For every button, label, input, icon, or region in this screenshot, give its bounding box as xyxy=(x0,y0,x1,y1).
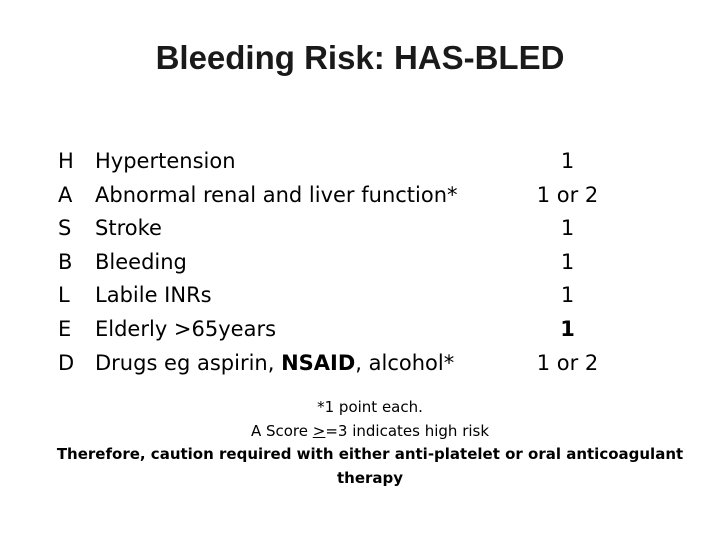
row-description-emphasis: NSAID xyxy=(281,350,356,375)
footnote xyxy=(40,396,700,490)
table-row xyxy=(0,246,720,280)
table-row xyxy=(0,145,720,179)
footnote-line-2 xyxy=(40,420,700,444)
row-score: 1 xyxy=(560,249,575,274)
footnote-text: =3 indicates high risk xyxy=(325,421,490,440)
row-score: 1 xyxy=(560,316,575,341)
row-description: Labile INRs xyxy=(95,283,212,308)
footnote-text: A Score xyxy=(250,421,313,440)
table-row xyxy=(0,347,720,381)
row-letter: L xyxy=(58,283,70,308)
row-description xyxy=(95,347,454,381)
row-description: Elderly >65years xyxy=(95,316,277,341)
row-letter: H xyxy=(58,149,74,173)
row-score: 1 xyxy=(560,283,575,308)
row-description-text: Drugs eg aspirin, xyxy=(95,350,282,375)
table-row xyxy=(0,179,720,213)
row-letter: A xyxy=(58,182,73,207)
row-description: Stroke xyxy=(95,216,162,241)
row-letter: B xyxy=(58,249,73,274)
table-row xyxy=(0,212,720,246)
row-score: 1 xyxy=(560,216,575,241)
row-letter: D xyxy=(58,350,75,375)
table-row xyxy=(0,313,720,347)
table-row xyxy=(0,279,720,313)
row-letter: E xyxy=(58,316,72,341)
row-description: Abnormal renal and liver function* xyxy=(95,182,458,207)
row-letter: S xyxy=(58,216,72,241)
row-description: Bleeding xyxy=(95,249,187,274)
row-description-text: , alcohol* xyxy=(355,350,455,375)
row-score: 1 or 2 xyxy=(536,182,599,207)
footnote-line-1: *1 point each. xyxy=(317,398,423,416)
footnote-line-3: Therefore, caution required with either anti-platelet or oral anticoagulant therapy xyxy=(56,445,684,487)
slide-title: Bleeding Risk: HAS-BLED xyxy=(155,39,565,76)
footnote-operator: > xyxy=(312,421,326,440)
row-description: Hypertension xyxy=(95,149,236,173)
row-score: 1 or 2 xyxy=(536,350,599,375)
row-score: 1 xyxy=(560,149,575,173)
has-bled-table xyxy=(0,145,720,380)
